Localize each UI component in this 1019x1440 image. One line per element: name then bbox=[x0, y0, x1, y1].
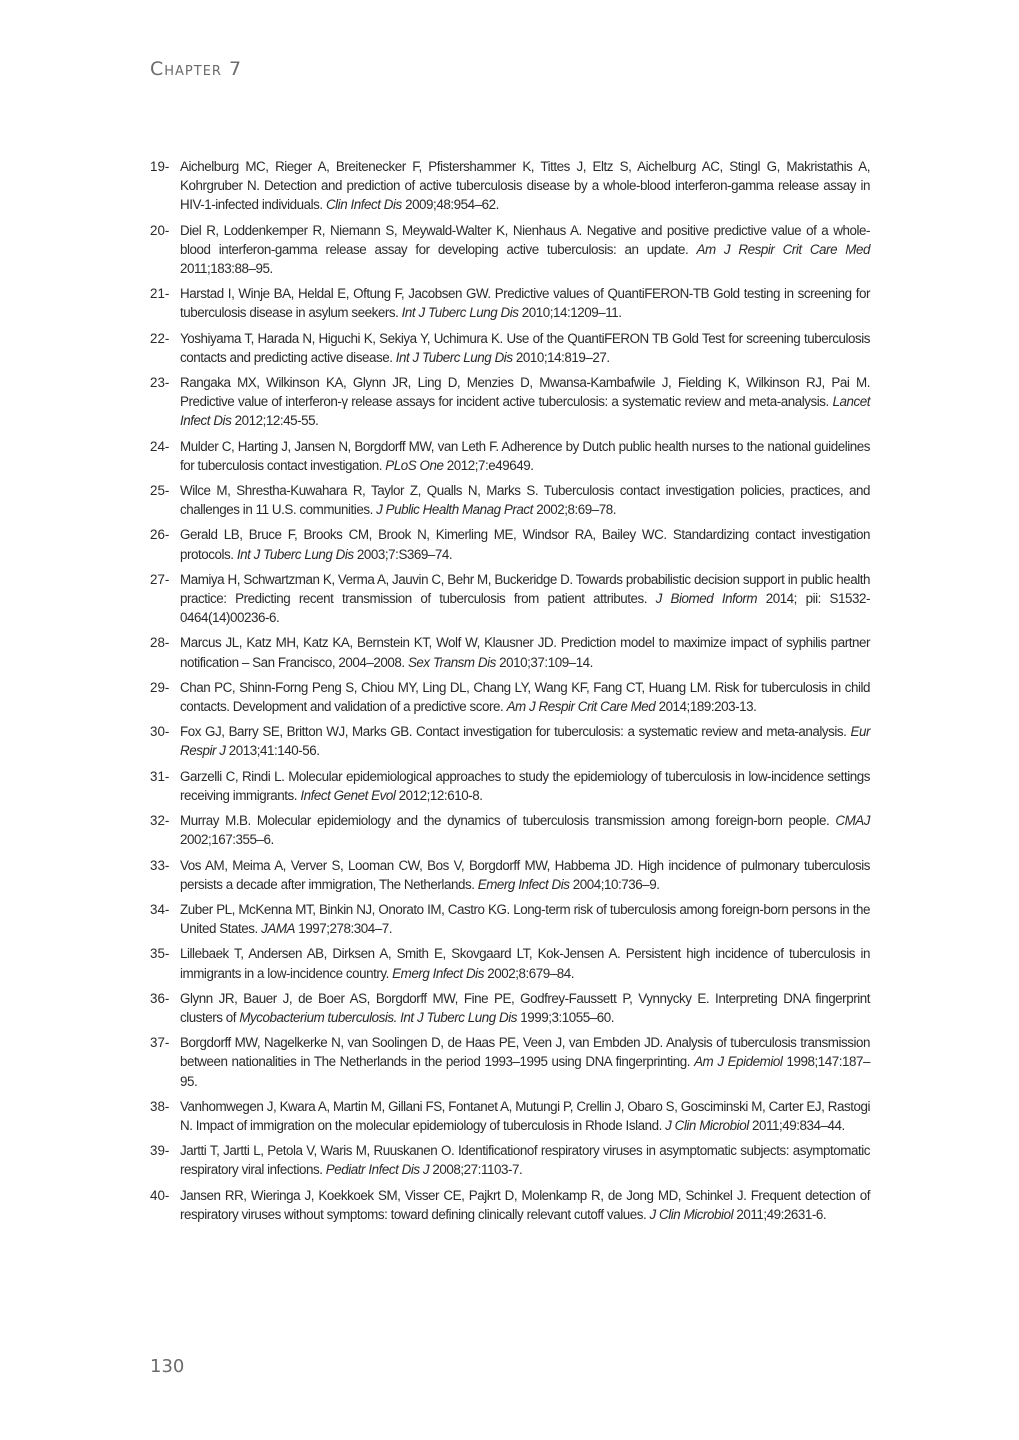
reference-number: 29- bbox=[150, 679, 170, 695]
reference-item bbox=[150, 570, 870, 628]
reference-text bbox=[180, 856, 870, 894]
reference-text bbox=[180, 157, 870, 215]
reference-citation: 2002;8:69–78. bbox=[532, 502, 616, 518]
reference-text bbox=[180, 989, 870, 1027]
reference-item bbox=[150, 856, 870, 894]
reference-number: 40- bbox=[150, 1187, 170, 1203]
reference-number: 32- bbox=[150, 813, 170, 829]
reference-journal: Am J Epidemiol bbox=[694, 1054, 783, 1070]
reference-text bbox=[180, 678, 870, 716]
reference-item bbox=[150, 633, 870, 671]
reference-citation: 2012;12:45-55. bbox=[231, 413, 319, 429]
reference-text bbox=[180, 221, 870, 279]
reference-journal: Emerg Infect Dis bbox=[477, 876, 570, 892]
reference-number: 38- bbox=[150, 1098, 170, 1114]
reference-citation: 1998;147:187–95. bbox=[180, 1054, 870, 1089]
reference-authors-title: Rangaka MX, Wilkinson KA, Glynn JR, Ling D, Menzies D, Mwansa-Kambafwile J, Fielding K, Wilkinson RJ, Pai M. Predictive value of interferon-γ release assays for incident active tuberculosis: a systematic review and meta-analysis. bbox=[180, 375, 870, 410]
reference-number: 33- bbox=[150, 857, 170, 873]
reference-number: 21- bbox=[150, 286, 170, 302]
reference-journal: CMAJ bbox=[835, 813, 870, 829]
reference-text bbox=[180, 481, 870, 519]
reference-number: 28- bbox=[150, 635, 170, 651]
reference-item bbox=[150, 989, 870, 1027]
reference-number: 27- bbox=[150, 571, 170, 587]
reference-citation: 2013;41:140-56. bbox=[225, 743, 320, 759]
reference-text bbox=[180, 1033, 870, 1091]
reference-journal: PLoS One bbox=[385, 457, 444, 473]
reference-authors-title: Mamiya H, Schwartzman K, Verma A, Jauvin C, Behr M, Buckeridge D. Towards probabilistic decision support in public health practice: Predicting recent transmission of tuberculosis from patient attributes. bbox=[180, 571, 870, 607]
reference-text bbox=[180, 1097, 870, 1135]
reference-journal: Pediatr Infect Dis J bbox=[325, 1162, 430, 1178]
reference-number: 30- bbox=[150, 724, 170, 740]
reference-text bbox=[180, 1186, 870, 1224]
reference-item bbox=[150, 481, 870, 519]
reference-text bbox=[180, 329, 870, 367]
reference-item bbox=[150, 1033, 870, 1091]
reference-item bbox=[150, 900, 870, 938]
reference-number: 26- bbox=[150, 527, 170, 543]
reference-citation: 2002;8:679–84. bbox=[483, 965, 575, 981]
reference-item bbox=[150, 437, 870, 475]
reference-number: 24- bbox=[150, 438, 170, 454]
reference-text bbox=[180, 722, 870, 760]
reference-journal: JAMA bbox=[261, 921, 296, 937]
reference-number: 22- bbox=[150, 330, 170, 346]
reference-number: 35- bbox=[150, 946, 170, 962]
reference-citation: 2004;10:736–9. bbox=[569, 876, 660, 892]
reference-journal: Sex Transm Dis bbox=[407, 654, 496, 670]
reference-number: 31- bbox=[150, 768, 170, 784]
reference-item bbox=[150, 525, 870, 563]
reference-item bbox=[150, 678, 870, 716]
reference-authors-title: Wilce M, Shrestha-Kuwahara R, Taylor Z, Qualls N, Marks S. Tuberculosis contact investigation policies, practices, and challenges in 11 U.S. communities. bbox=[180, 483, 870, 518]
reference-journal: Emerg Infect Dis bbox=[392, 965, 484, 981]
reference-citation: 1999;3:1055–60. bbox=[516, 1009, 615, 1025]
reference-item bbox=[150, 284, 870, 322]
reference-item bbox=[150, 373, 870, 431]
reference-authors-title: Borgdorff MW, Nagelkerke N, van Soolingen D, de Haas PE, Veen J, van Embden JD. Analysis of tuberculosis transmission between nationalities in The Netherlands in the period 1993–1995 using DNA fingerprinting. bbox=[180, 1035, 870, 1070]
reference-journal: Am J Respir Crit Care Med bbox=[696, 241, 870, 257]
reference-text bbox=[180, 767, 870, 805]
reference-text bbox=[180, 373, 870, 431]
reference-number: 39- bbox=[150, 1143, 170, 1159]
reference-item bbox=[150, 157, 870, 215]
reference-journal: Int J Tuberc Lung Dis bbox=[401, 305, 519, 321]
reference-citation: 2008;27:1103-7. bbox=[429, 1162, 523, 1178]
reference-item bbox=[150, 1141, 870, 1179]
reference-journal: J Public Health Manag Pract bbox=[376, 502, 533, 518]
reference-authors-title: Aichelburg MC, Rieger A, Breitenecker F, Pfistershammer K, Tittes J, Eltz S, Aichelburg AC, Stingl G, Makristathis A, Kohrgruber N. Detection and prediction of active tuberculosis disease by a whole-blood interferon-gamma release assay in HIV-1-infected individuals. bbox=[180, 159, 870, 213]
reference-authors-title: Jansen RR, Wieringa J, Koekkoek SM, Visser CE, Pajkrt D, Molenkamp R, de Jong MD, Schinkel J. Frequent detection of respiratory viruses without symptoms: toward defining clinically relevant cutoff values. bbox=[180, 1187, 870, 1222]
reference-number: 37- bbox=[150, 1035, 170, 1051]
reference-text bbox=[180, 944, 870, 982]
reference-citation: 2014; pii: S1532-0464(14)00236-6. bbox=[180, 591, 870, 626]
reference-item bbox=[150, 221, 870, 279]
reference-text bbox=[180, 437, 870, 475]
reference-journal: Int J Tuberc Lung Dis bbox=[236, 546, 354, 562]
reference-number: 36- bbox=[150, 990, 170, 1006]
reference-authors-title: Fox GJ, Barry SE, Britton WJ, Marks GB. Contact investigation for tuberculosis: a systematic review and meta-analysis. bbox=[180, 724, 851, 740]
reference-citation: 2012;12:610-8. bbox=[395, 787, 483, 803]
reference-text bbox=[180, 633, 870, 671]
reference-citation: 2011;183:88–95. bbox=[180, 261, 273, 277]
reference-authors-title: Garzelli C, Rindi L. Molecular epidemiological approaches to study the epidemiology of tuberculosis in low-incidence settings receiving immigrants. bbox=[180, 768, 870, 803]
reference-number: 19- bbox=[150, 159, 170, 174]
reference-authors-title: Lillebaek T, Andersen AB, Dirksen A, Smith E, Skovgaard LT, Kok-Jensen A. Persistent high incidence of tuberculosis in immigrants in a low-incidence country. bbox=[180, 946, 870, 981]
reference-citation: 2003;7:S369–74. bbox=[353, 546, 453, 562]
reference-citation: 1997;278:304–7. bbox=[295, 921, 393, 937]
reference-text bbox=[180, 525, 870, 563]
reference-authors-title: Glynn JR, Bauer J, de Boer AS, Borgdorff MW, Fine PE, Godfrey-Faussett P, Vynnycky E. Interpreting DNA fingerprint clusters of bbox=[180, 990, 870, 1025]
reference-number: 34- bbox=[150, 901, 170, 917]
reference-item bbox=[150, 944, 870, 982]
reference-authors-title: Jartti T, Jartti L, Petola V, Waris M, Ruuskanen O. Identificationof respiratory viruses in asymptomatic subjects: asymptomatic respiratory viral infections. bbox=[180, 1143, 870, 1178]
reference-citation: 2010;14:1209–11. bbox=[518, 305, 622, 321]
reference-number: 23- bbox=[150, 375, 170, 391]
reference-authors-title: Zuber PL, McKenna MT, Binkin NJ, Onorato IM, Castro KG. Long-term risk of tuberculosis among foreign-born persons in the United States. bbox=[180, 901, 870, 937]
reference-journal: Lancet Infect Dis bbox=[180, 394, 870, 429]
reference-text bbox=[180, 1141, 870, 1179]
reference-authors-title: Chan PC, Shinn-Forng Peng S, Chiou MY, Ling DL, Chang LY, Wang KF, Fang CT, Huang LM. Risk for tuberculosis in child contacts. Development and validation of a predictive score. bbox=[180, 679, 870, 715]
reference-citation: 2011;49:834–44. bbox=[748, 1117, 845, 1133]
reference-journal: Int J Tuberc Lung Dis bbox=[395, 349, 513, 365]
reference-journal: J Clin Microbiol bbox=[649, 1206, 734, 1222]
reference-text bbox=[180, 900, 870, 938]
reference-journal: Eur Respir J bbox=[180, 724, 870, 759]
reference-item bbox=[150, 1097, 870, 1135]
reference-journal: Clin Infect Dis bbox=[325, 197, 402, 213]
reference-authors-title: Mulder C, Harting J, Jansen N, Borgdorff MW, van Leth F. Adherence by Dutch public health nurses to the national guidelines for tuberculosis contact investigation. bbox=[180, 438, 870, 473]
reference-authors-title: Yoshiyama T, Harada N, Higuchi K, Sekiya Y, Uchimura K. Use of the QuantiFERON TB Gold Test for screening tuberculosis contacts and predicting active disease. bbox=[180, 330, 870, 365]
reference-citation: 2012;7:e49649. bbox=[443, 457, 534, 473]
reference-journal: J Biomed Inform bbox=[655, 591, 758, 607]
reference-number: 20- bbox=[150, 222, 170, 238]
reference-citation: 2014;189:203-13. bbox=[655, 699, 757, 715]
reference-authors-title: Vos AM, Meima A, Verver S, Looman CW, Bos V, Borgdorff MW, Habbema JD. High incidence of pulmonary tuberculosis persists a decade after immigration, The Netherlands. bbox=[180, 857, 870, 892]
reference-citation: 2011;49:2631-6. bbox=[733, 1206, 827, 1222]
reference-item bbox=[150, 767, 870, 805]
reference-text bbox=[180, 811, 870, 849]
reference-authors-title: Murray M.B. Molecular epidemiology and the dynamics of tuberculosis transmission among foreign-born people. bbox=[180, 813, 836, 829]
reference-authors-title: Vanhomwegen J, Kwara A, Martin M, Gillani FS, Fontanet A, Mutungi P, Crellin J, Obaro S, Gosciminski M, Carter EJ, Rastogi N. Impact of immigration on the molecular epidemiology of tuberculosis in Rhode Island. bbox=[180, 1098, 870, 1133]
page-number: 130 bbox=[150, 1356, 185, 1377]
reference-citation: 2002;167:355–6. bbox=[180, 832, 274, 848]
reference-text bbox=[180, 284, 870, 322]
reference-item bbox=[150, 329, 870, 367]
reference-text bbox=[180, 570, 870, 628]
reference-journal: Infect Genet Evol bbox=[300, 787, 396, 803]
reference-item bbox=[150, 811, 870, 849]
reference-authors-title: Diel R, Loddenkemper R, Niemann S, Meywald-Walter K, Nienhaus A. Negative and positive predictive value of a whole-blood interferon-gamma release assay for developing active tuberculosis: an update. bbox=[180, 222, 870, 257]
reference-journal: Am J Respir Crit Care Med bbox=[506, 699, 656, 715]
reference-authors-title: Harstad I, Winje BA, Heldal E, Oftung F, Jacobsen GW. Predictive values of QuantiFERON-TB Gold testing in screening for tuberculosis disease in asylum seekers. bbox=[180, 286, 870, 321]
reference-authors-title: Gerald LB, Bruce F, Brooks CM, Brook N, Kimerling ME, Windsor RA, Bailey WC. Standardizing contact investigation protocols. bbox=[180, 527, 870, 562]
reference-citation: 2009;48:954–62. bbox=[401, 197, 499, 213]
reference-authors-title: Marcus JL, Katz MH, Katz KA, Bernstein KT, Wolf W, Klausner JD. Prediction model to maximize impact of syphilis partner notification – San Francisco, 2004–2008. bbox=[180, 635, 870, 670]
reference-journal: J Clin Microbiol bbox=[665, 1117, 749, 1133]
reference-citation: 2010;14:819–27. bbox=[512, 349, 610, 365]
reference-item bbox=[150, 1186, 870, 1224]
reference-list bbox=[150, 157, 870, 1230]
reference-journal: Mycobacterium tuberculosis. Int J Tuberc Lung Dis bbox=[239, 1009, 517, 1025]
reference-number: 25- bbox=[150, 483, 170, 499]
chapter-header: Chapter 7 bbox=[150, 58, 243, 80]
reference-item bbox=[150, 722, 870, 760]
reference-citation: 2010;37:109–14. bbox=[495, 654, 593, 670]
